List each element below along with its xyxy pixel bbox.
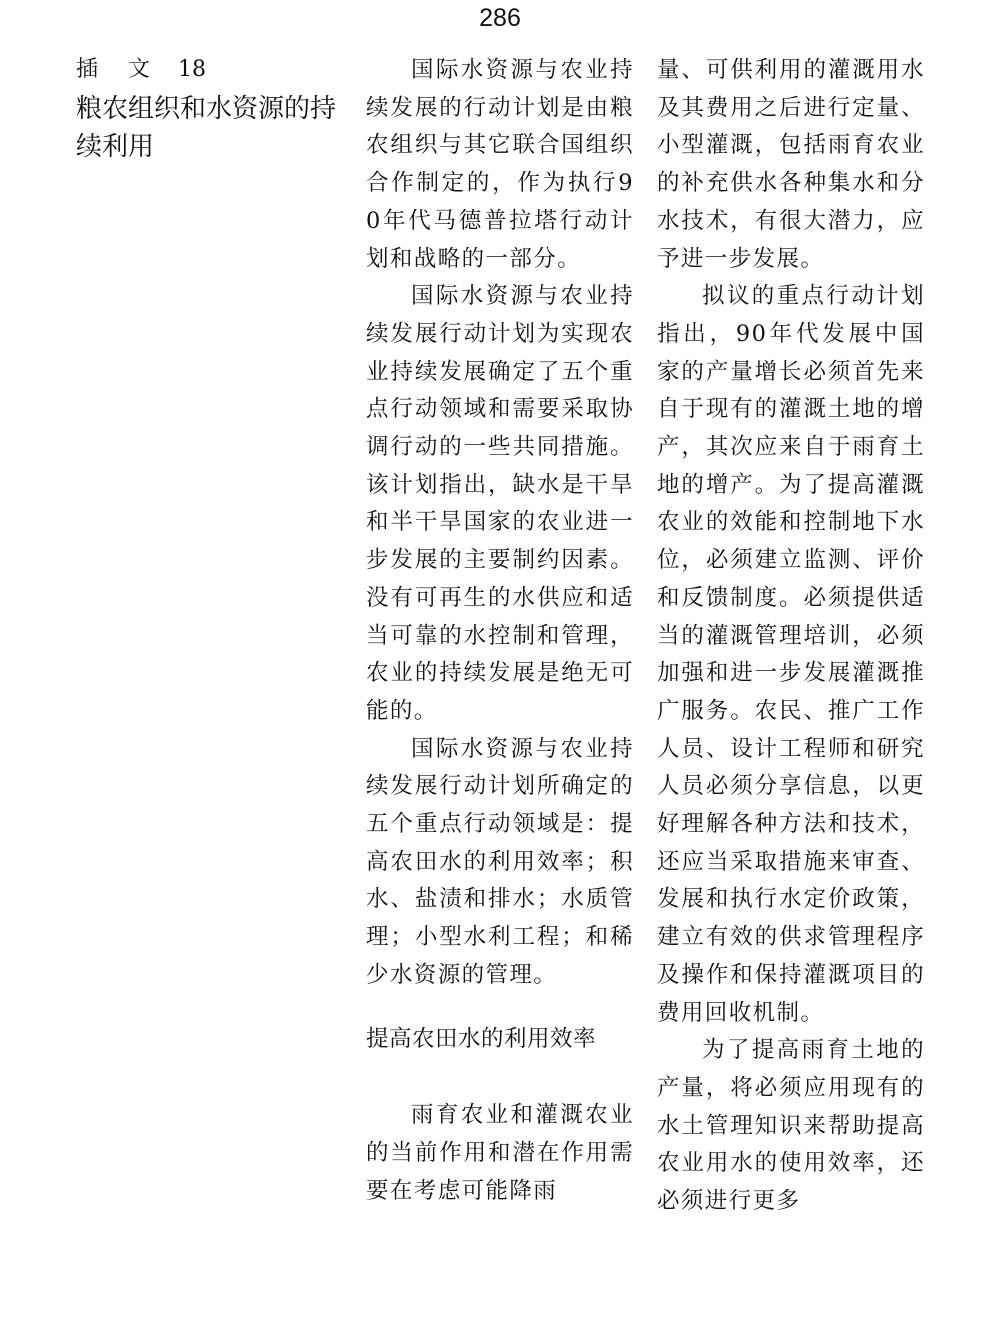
text-column-2 — [657, 52, 925, 1221]
box-label — [76, 52, 356, 88]
page-number: 286 — [479, 4, 521, 32]
paragraph: 为了提高雨育土地的产量，将必须应用现有的水土管理知识来帮助提高农业用水的使用效率，还必须进行更多 — [657, 1037, 925, 1215]
text-column-1 — [366, 52, 634, 1210]
paragraph: 雨育农业和灌溉农业的当前作用和潜在作用需要在考虑可能降雨 — [366, 1102, 634, 1204]
box-label-part: 插 — [76, 57, 99, 82]
section-subheading: 提高农田水的利用效率 — [366, 1025, 597, 1052]
box-number: 18 — [178, 57, 206, 82]
paragraph: 拟议的重点行动计划指出，90年代发展中国家的产量增长必须首先来自于现有的灌溉土地的增产，其次应来自于雨育土地的增产。为了提高灌溉农业的效能和控制地下水位，必须建立监测、评价和反馈制度。必须提供适当的灌溉管理培训，必须加强和进一步发展灌溉推广服务。农民、推广工作人员、设计工程师和研究人员必须分享信息，以更好理解各种方法和技术，还应当采取措施来审查、发展和执行水定价政策，建立有效的供求管理程序及操作和保持灌溉项目的费用回收机制。 — [657, 283, 925, 1026]
box-sidebar — [76, 52, 356, 166]
paragraph: 国际水资源与农业持续发展行动计划所确定的五个重点行动领域是：提高农田水的利用效率；积水、盐渍和排水；水质管理；小型水利工程；和稀少水资源的管理。 — [366, 735, 634, 988]
paragraph-continuation: 量、可供利用的灌溉用水及其费用之后进行定量、小型灌溉，包括雨育农业的补充供水各种集水和分水技术，有很大潜力，应予进一步发展。 — [657, 57, 925, 272]
box-label-part: 文 — [128, 57, 151, 82]
paragraph: 国际水资源与农业持续发展的行动计划是由粮农组织与其它联合国组织合作制定的，作为执行90年代马德普拉塔行动计划和战略的一部分。 — [366, 57, 634, 272]
box-title: 粮农组织和水资源的持续利用 — [76, 94, 337, 162]
paragraph: 国际水资源与农业持续发展行动计划为实现农业持续发展确定了五个重点行动领域和需要采取协调行动的一些共同措施。该计划指出，缺水是干旱和半干旱国家的农业进一步发展的主要制约因素。没有可再生的水供应和适当可靠的水控制和管理，农业的持续发展是绝无可能的。 — [366, 283, 634, 724]
